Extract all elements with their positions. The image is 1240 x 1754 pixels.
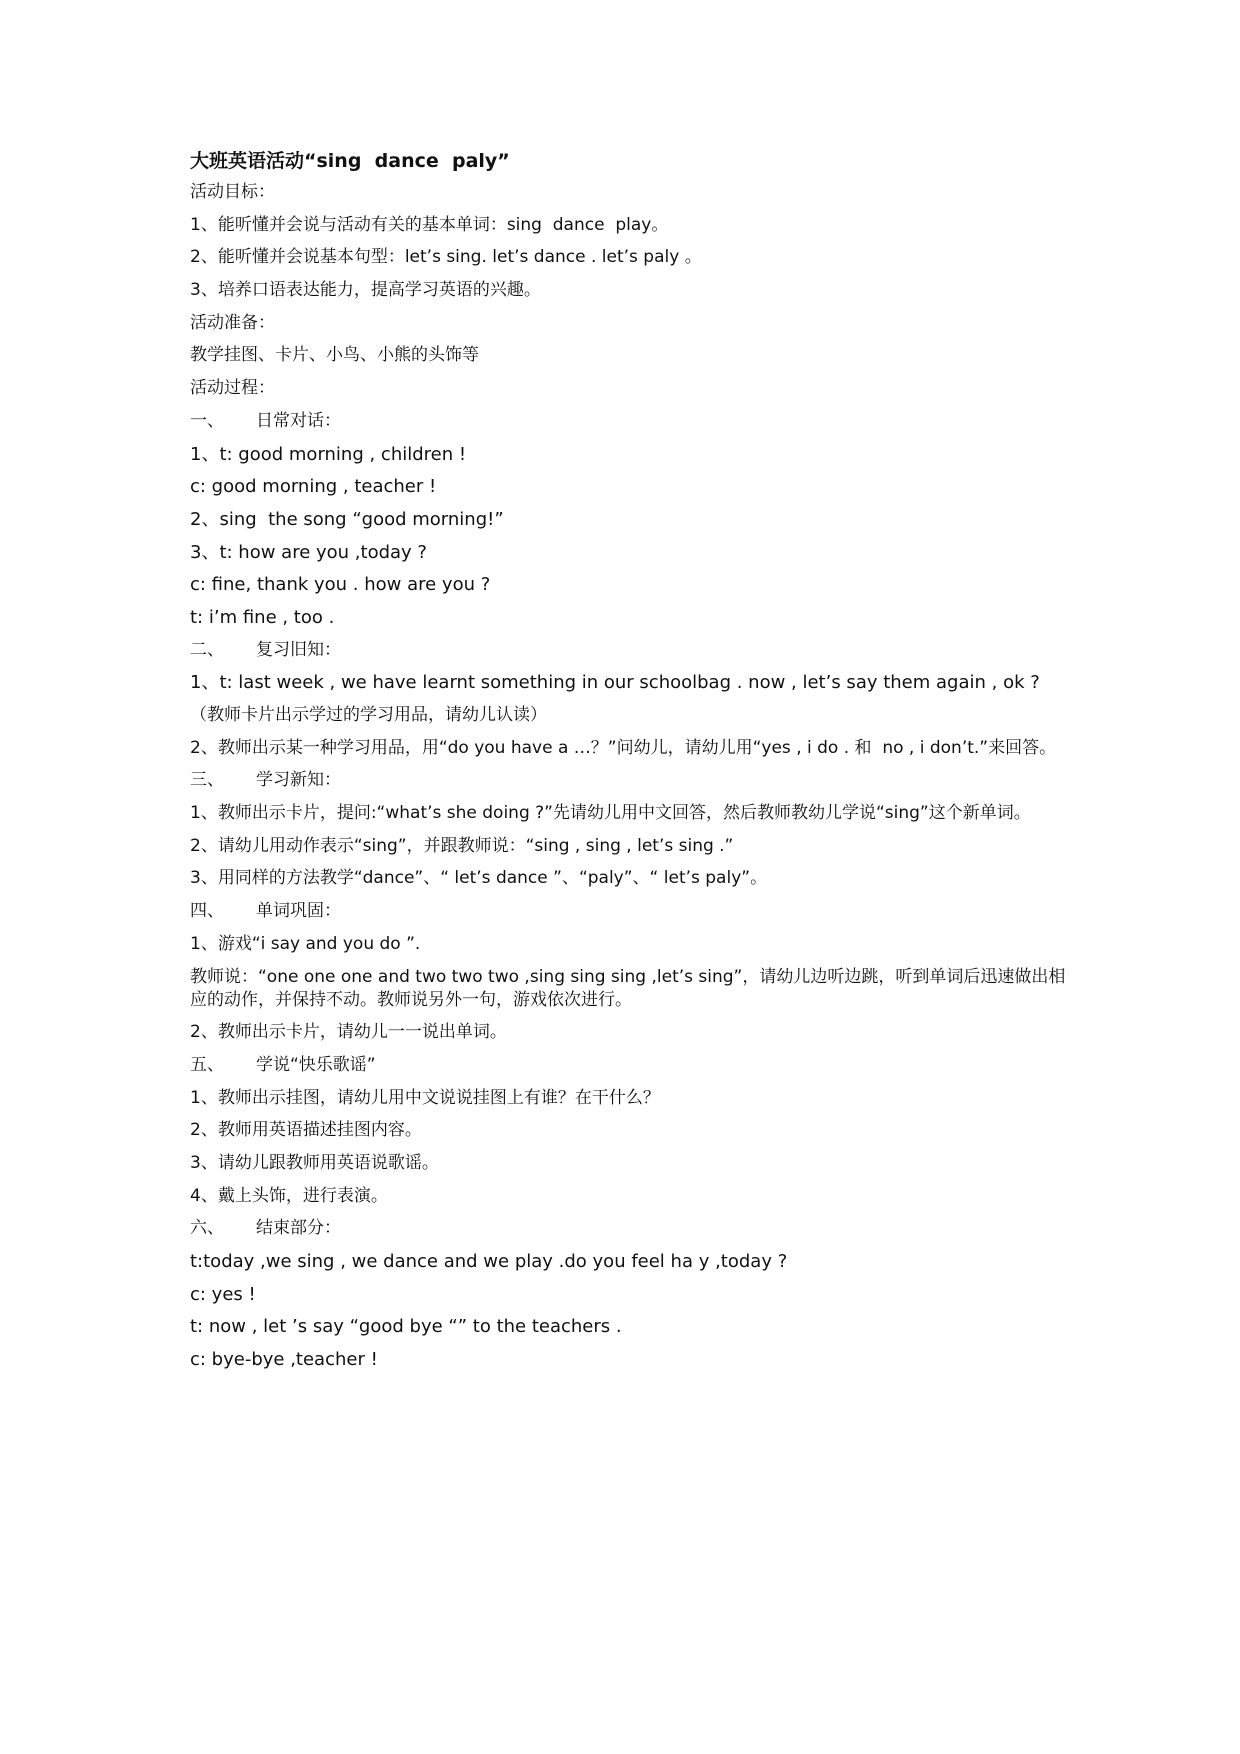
body-line: t: now , let ’s say “good bye “” to the teachers . — [190, 1316, 622, 1338]
body-line: 1、教师出示挂图，请幼儿用中文说说挂图上有谁？在干什么？ — [190, 1087, 660, 1108]
objective-line: 3、培养口语表达能力，提高学习英语的兴趣。 — [190, 280, 541, 301]
body-line: 2、sing the song “good morning!” — [190, 508, 504, 530]
section-title: 日常对话： — [256, 410, 341, 431]
document-title: 大班英语活动“sing dance paly” — [190, 150, 510, 172]
section-title: 结束部分： — [256, 1218, 341, 1239]
section-heading — [190, 1054, 1070, 1077]
body-line: 1、教师出示卡片，提问:“what’s she doing ?”先请幼儿用中文回答，然后教师教幼儿学说“sing”这个新单词。 — [190, 803, 1031, 824]
section-heading — [190, 1217, 1070, 1240]
preparation-text: 教学挂图、卡片、小鸟、小熊的头饰等 — [190, 345, 479, 366]
objective-line: 2、能听懂并会说基本句型：let’s sing. let’s dance . let’s paly 。 — [190, 247, 702, 268]
section-number: 四、 — [190, 901, 224, 922]
section-number: 一、 — [190, 410, 224, 431]
section-heading — [190, 639, 1070, 662]
body-line: c: good morning , teacher ! — [190, 476, 437, 498]
section-number: 五、 — [190, 1054, 224, 1075]
body-line: 1、t: good morning , children ! — [190, 443, 467, 465]
section-title: 学说“快乐歌谣” — [256, 1054, 376, 1075]
body-line: 3、用同样的方法教学“dance”、“ let’s dance ”、“paly”、“ let’s paly”。 — [190, 868, 768, 889]
body-line: c: bye-bye ,teacher ! — [190, 1349, 378, 1371]
body-line: 3、t: how are you ,today ? — [190, 541, 427, 563]
section-number: 六、 — [190, 1218, 224, 1239]
objectives-heading: 活动目标： — [190, 182, 275, 202]
section-title: 单词巩固： — [256, 901, 341, 922]
process-heading: 活动过程： — [190, 378, 275, 399]
section-heading — [190, 769, 1070, 792]
section-title: 学习新知： — [256, 770, 341, 791]
body-line: 3、请幼儿跟教师用英语说歌谣。 — [190, 1152, 439, 1173]
document-page — [190, 150, 1070, 1381]
section-heading — [190, 900, 1070, 923]
body-line: 1、游戏“i say and you do ”. — [190, 933, 421, 954]
body-line: 2、请幼儿用动作表示“sing”，并跟教师说：“sing , sing , let’s sing .” — [190, 835, 734, 856]
section-number: 三、 — [190, 770, 224, 791]
body-line: 4、戴上头饰，进行表演。 — [190, 1185, 388, 1206]
section-title: 复习旧知： — [256, 639, 341, 660]
body-line: 1、t: last week , we have learnt something in our schoolbag . now , let’s say them again , ok ? — [190, 672, 1040, 694]
section-number: 二、 — [190, 639, 224, 660]
preparation-heading: 活动准备： — [190, 312, 275, 333]
body-line: t:today ,we sing , we dance and we play .do you feel ha y ,today ? — [190, 1251, 788, 1272]
body-line: 2、教师出示某一种学习用品，用“do you have a …？”问幼儿，请幼儿用“yes , i do . 和 no , i don’t.”来回答。 — [190, 737, 1057, 758]
body-line: 教师说：“one one one and two two two ,sing sing sing ,let’s sing”，请幼儿边听边跳，听到单词后迅速做出相应的动作，并保持不动。教师说另外一句，游戏依次进行。 — [190, 966, 1066, 1010]
objective-line: 1、能听懂并会说与活动有关的基本单词：sing dance play。 — [190, 214, 669, 235]
body-line: （教师卡片出示学过的学习用品，请幼儿认读） — [190, 705, 547, 725]
body-line: 2、教师用英语描述挂图内容。 — [190, 1120, 422, 1141]
body-line: c: yes ! — [190, 1283, 256, 1305]
section-heading — [190, 410, 1070, 433]
body-line: t: i’m fine , too . — [190, 606, 335, 628]
body-line: c: fine, thank you . how are you ? — [190, 574, 491, 596]
body-line: 2、教师出示卡片，请幼儿一一说出单词。 — [190, 1022, 507, 1043]
